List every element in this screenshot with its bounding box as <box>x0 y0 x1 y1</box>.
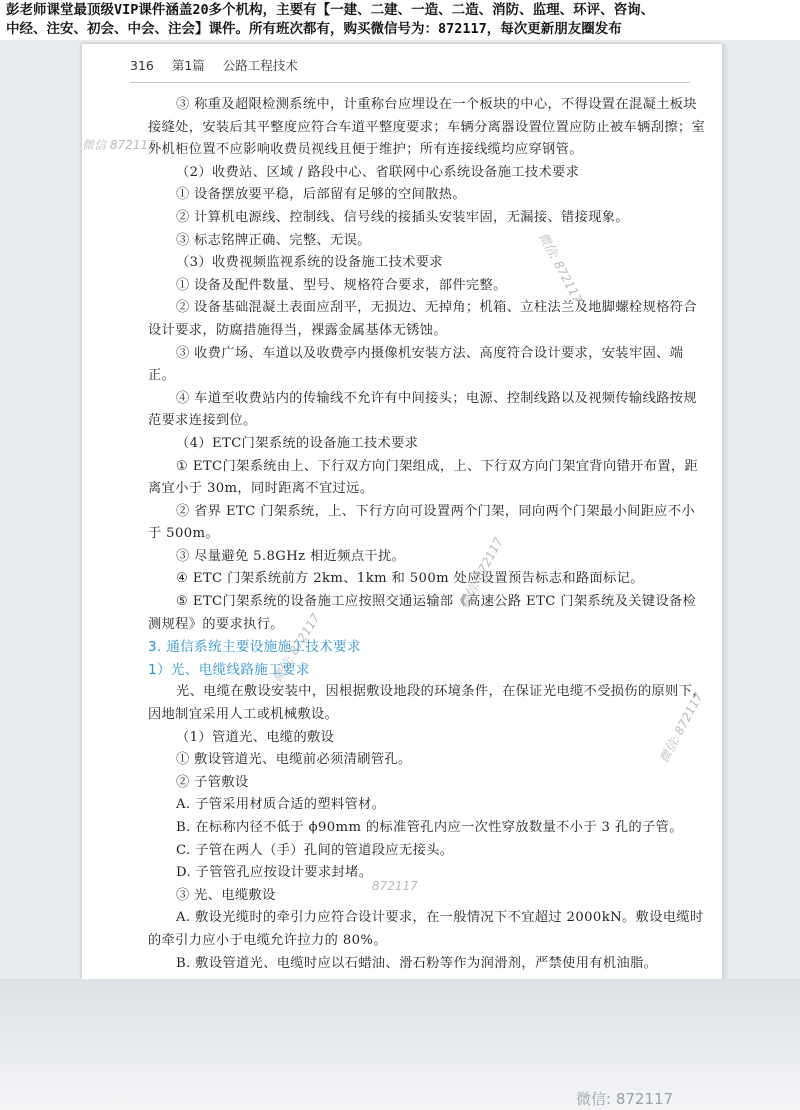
paragraph: （1）管道光、电缆的敷设 <box>176 729 335 745</box>
paragraph: ① ETC门架系统由上、下行双方向门架组成，上、下行双方向门架宜背向错开布置，距离宜小于 30m，同时距离不宜过远。 <box>148 458 699 497</box>
paragraph: ③ 标志铭牌正确、完整、无误。 <box>176 232 371 248</box>
paragraph: ③ 光、电缆敷设 <box>176 887 276 903</box>
paragraph: ② 计算机电源线、控制线、信号线的接插头安装牢固，无漏接、错接现象。 <box>176 209 629 225</box>
watermark-stamp: 微信 872117 <box>82 138 156 152</box>
paragraph: （4）ETC门架系统的设备施工技术要求 <box>176 435 419 451</box>
part-label: 第1篇 <box>171 58 205 73</box>
page-edge <box>722 44 730 979</box>
paragraph: ⑤ ETC门架系统的设备施工应按照交通运输部《高速公路 ETC 门架系统及关键设备检测规程》的要求执行。 <box>148 594 697 632</box>
watermark-stamp: 微信: 872117 <box>535 230 585 306</box>
section-heading: 3. 通信系统主要设施施工技术要求 <box>148 639 361 656</box>
paragraph: ③ 尽量避免 5.8GHz 相近频点干扰。 <box>176 548 406 564</box>
paragraph: A. 子管采用材质合适的塑料管材。 <box>176 797 386 813</box>
paragraph: B. 在标称内径不低于 ϕ90mm 的标准管孔内应一次性穿放数量不小于 3 孔的子管。 <box>176 820 683 835</box>
paragraph: （2）收费站、区域 / 路段中心、省联网中心系统设备施工技术要求 <box>176 164 580 180</box>
paragraph: ③ 收费广场、车道以及收费亭内摄像机安装方法、高度符合设计要求，安装牢固、端正。 <box>148 345 684 384</box>
paragraph: ② 子管敷设 <box>176 774 249 790</box>
paragraph: ④ ETC 门架系统前方 2km、1km 和 500m 处应设置预告标志和路面标记。 <box>176 571 644 587</box>
page-number: 316 <box>130 58 154 73</box>
book-page <box>82 44 722 979</box>
section-heading: 1）光、电缆线路施工要求 <box>148 661 310 678</box>
bottom-watermark: 微信: 872117 <box>576 1090 674 1108</box>
paragraph: 光、电缆在敷设安装中，因根据敷设地段的环境条件，在保证光电缆不受损伤的原则下，因地制宜采用人工或机械敷设。 <box>148 684 706 723</box>
watermark-stamp: 微信: 872117 <box>456 535 506 611</box>
paragraph: ② 省界 ETC 门架系统，上、下行方向可设置两个门架，同向两个门架最小间距应不小于 500m。 <box>148 503 696 542</box>
chapter-title: 公路工程技术 <box>222 58 298 73</box>
paragraph: （3）收费视频监视系统的设备施工技术要求 <box>176 255 443 271</box>
paragraph: ③ 称重及超限检测系统中，计重称台应埋设在一个板块的中心，不得设置在混凝土板块接缝处，安装后其平整度应符合车道平整度要求；车辆分离器设置位置应防止被车辆刮擦；室外机柜位置不应影响收费员视线且便于维护；所有连接线缆均应穿钢管。 <box>148 97 706 158</box>
paragraph: ④ 车道至收费站内的传输线不允许有中间接头；电源、控制线路以及视频传输线路按规范要求连接到位。 <box>148 390 697 429</box>
watermark-stamp: 微信: 872117 <box>269 611 323 685</box>
paragraph: ① 设备摆放要平稳，后部留有足够的空间散热。 <box>176 187 466 203</box>
watermark-stamp: 微信: 872117 <box>656 690 706 766</box>
page-content <box>148 94 708 975</box>
banner-line-2: 中经、注安、初会、中会、注会】课件。所有班次都有，购买微信号为：872117，每次更新朋友圈发布 <box>6 21 622 37</box>
paragraph: B. 敷设管道光、电缆时应以石蜡油、滑石粉等作为润滑剂，严禁使用有机油脂。 <box>176 955 658 971</box>
watermark-stamp: 872117 <box>372 879 418 893</box>
paragraph: D. 子管管孔应按设计要求封堵。 <box>176 865 373 881</box>
paragraph: ① 敷设管道光、电缆前必须清刷管孔。 <box>176 752 412 768</box>
promo-banner <box>0 0 800 40</box>
paragraph: ① 设备及配件数量、型号、规格符合要求，部件完整。 <box>176 277 507 293</box>
page-header <box>130 56 690 83</box>
banner-line-1: 彭老师课堂最顶级VIP课件涵盖20多个机构，主要有【一建、二建、一造、二造、消防、监理、环评、咨询、 <box>6 2 655 18</box>
paragraph: C. 子管在两人（手）孔间的管道段应无接头。 <box>176 842 454 858</box>
paragraph: A. 敷设光缆时的牵引力应符合设计要求，在一般情况下不宜超过 2000kN。敷设电缆时的牵引力应小于电缆允许拉力的 80%。 <box>148 910 704 948</box>
scan-background <box>0 979 800 1110</box>
paragraph: ② 设备基础混凝土表面应刮平，无损边、无掉角；机箱、立柱法兰及地脚螺栓规格符合设计要求，防腐措施得当，裸露金属基体无锈蚀。 <box>148 300 697 338</box>
